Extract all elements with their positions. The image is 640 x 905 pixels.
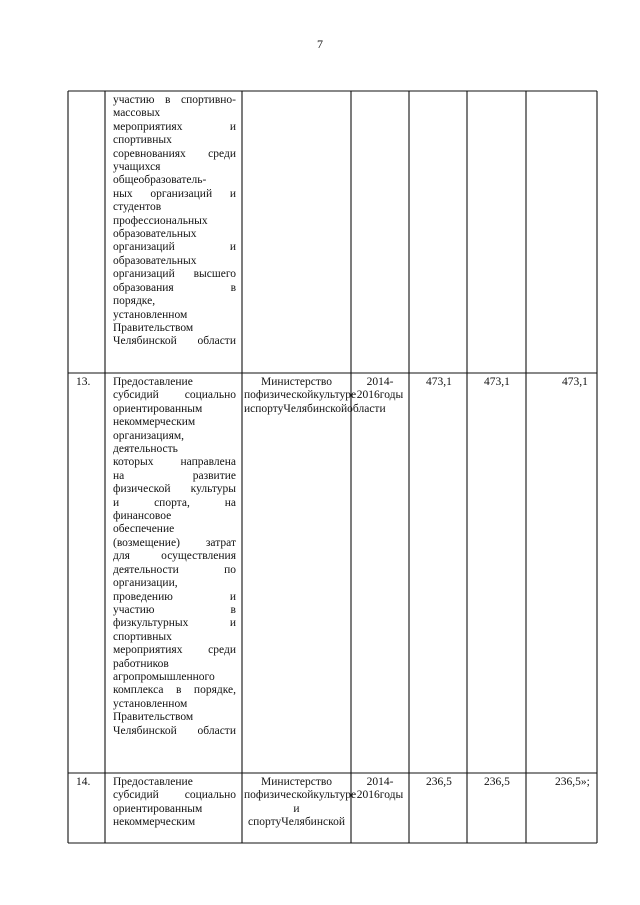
- cell-line: мероприятиях среди: [113, 644, 236, 657]
- cell-line: культуре и: [244, 389, 357, 415]
- cell-line: Челябинской: [283, 402, 348, 415]
- cell-line: субсидий социально: [113, 389, 236, 402]
- cell-line: физкультурных и: [113, 617, 236, 630]
- row-13-period: [351, 376, 409, 403]
- cell-line: организации,: [113, 577, 178, 590]
- cell-line: порядке,: [113, 295, 156, 308]
- cell-line: обеспечение: [113, 523, 175, 536]
- cell-line: организаций высшего: [113, 268, 236, 281]
- cell-line: которых направлена: [113, 456, 236, 469]
- cell-line: Правительством: [113, 321, 194, 334]
- cell-line: физической культуры: [113, 483, 236, 496]
- row-13-value-2: 473,1: [484, 376, 510, 388]
- cell-line: Челябинской области: [113, 335, 236, 348]
- cell-line: 2016: [356, 789, 380, 802]
- row-14-value-3: 236,5»;: [555, 776, 590, 788]
- cell-line: 2014-: [366, 776, 394, 788]
- cell-line: организаций и: [113, 241, 236, 254]
- cell-line: годы: [379, 389, 404, 402]
- cell-line: организациям,: [113, 429, 185, 442]
- cell-line: установленном: [113, 308, 188, 321]
- row-13-value-1: 473,1: [426, 376, 452, 388]
- cell-line: участию в спортивно-: [113, 94, 236, 106]
- cell-line: Правительством: [113, 711, 194, 724]
- row-13-value-3: 473,1: [562, 376, 588, 388]
- row-14-executor: [244, 776, 357, 830]
- cell-line: Министерство по: [244, 776, 332, 802]
- cell-line: физической: [255, 789, 314, 802]
- cell-line: профессиональных: [113, 214, 208, 227]
- cell-line: образования в: [113, 281, 236, 294]
- row-continued-description: [113, 94, 236, 349]
- cell-line: 2014-: [366, 376, 394, 388]
- page-number: 7: [317, 37, 323, 51]
- cell-line: комплекса в порядке,: [113, 684, 236, 697]
- cell-line: спорту: [250, 402, 284, 415]
- cell-line: культуре и спорту: [247, 789, 357, 829]
- cell-line: Министерство по: [244, 376, 332, 402]
- row-14-value-2: 236,5: [484, 776, 510, 788]
- cell-line: Челябинской области: [113, 724, 236, 737]
- cell-line: ориентированным: [113, 402, 203, 415]
- cell-line: проведению и: [113, 590, 236, 603]
- cell-line: субсидий социально: [113, 789, 236, 802]
- cell-line: (возмещение) затрат: [113, 536, 236, 549]
- cell-line: установленном: [113, 697, 188, 710]
- cell-line: студентов: [113, 201, 162, 214]
- row-13-description: [113, 376, 236, 738]
- cell-line: образовательных: [113, 228, 197, 241]
- row-13-number: 13.: [76, 376, 91, 388]
- cell-line: учащихся: [113, 161, 161, 174]
- row-14-number: 14.: [76, 776, 91, 788]
- cell-line: деятельность: [113, 443, 178, 456]
- cell-line: работников: [113, 657, 169, 670]
- cell-line: Челябинской: [281, 816, 345, 829]
- cell-line: физической: [255, 389, 314, 402]
- cell-line: мероприятиях и: [113, 120, 236, 133]
- cell-line: агропромышленного: [113, 670, 215, 683]
- cell-line: на развитие: [113, 469, 236, 482]
- cell-line: 2016: [356, 389, 380, 402]
- row-14-value-1: 236,5: [426, 776, 452, 788]
- row-14-description: [113, 776, 236, 830]
- cell-line: участию в: [113, 603, 236, 616]
- cell-line: ных организаций и: [113, 187, 236, 200]
- cell-line: Предоставление: [113, 376, 193, 388]
- cell-line: некоммерческим: [113, 416, 196, 429]
- cell-line: и спорта, на: [113, 496, 236, 509]
- cell-line: спортивных: [113, 630, 172, 643]
- cell-line: спортивных: [113, 134, 172, 147]
- cell-line: ориентированным: [113, 802, 203, 815]
- cell-line: области: [347, 402, 386, 415]
- cell-line: деятельности по: [113, 563, 236, 576]
- cell-line: годы: [379, 789, 404, 802]
- cell-line: для осуществления: [113, 550, 236, 563]
- cell-line: некоммерческим: [113, 816, 196, 829]
- cell-line: общеобразователь-: [113, 174, 207, 187]
- cell-line: массовых: [113, 107, 161, 120]
- row-14-period: [351, 776, 409, 803]
- cell-line: соревнованиях среди: [113, 147, 236, 160]
- cell-line: образовательных: [113, 254, 197, 267]
- cell-line: Предоставление: [113, 776, 193, 788]
- cell-line: финансовое: [113, 510, 172, 523]
